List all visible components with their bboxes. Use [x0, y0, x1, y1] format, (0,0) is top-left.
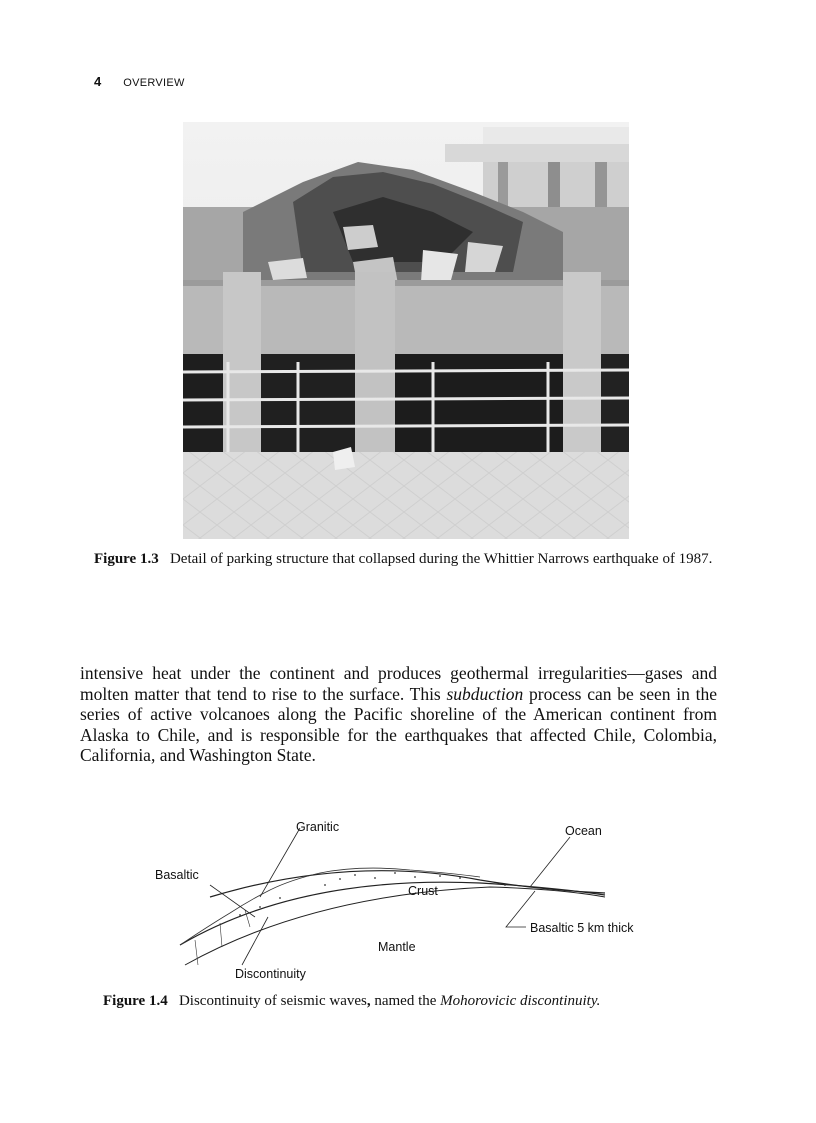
- figure-1-3-label: Figure 1.3: [94, 551, 159, 567]
- body-text-part-2: process can be seen in the series of active volcanoes along the Pacific shoreline of the American continent from Alaska to Chile, and is responsible for the earthquakes that affected Chile, Colombia, California, and Washington State.: [80, 683, 717, 765]
- basaltic-label: Basaltic: [155, 868, 199, 882]
- body-text-part-1: intensive heat under the continent and produces geothermal irregularities—gases and molten matter that tend to rise to the surface. This: [80, 663, 717, 704]
- figure-1-4-caption: [103, 992, 743, 1011]
- figure-1-4-caption-italic: Mohorovicic discontinuity.: [440, 993, 601, 1009]
- mantle-label: Mantle: [378, 940, 416, 954]
- page-number: 4: [94, 74, 102, 89]
- figure-1-4-caption-text: Discontinuity of seismic waves: [178, 993, 367, 1009]
- crust-speckle: [239, 872, 506, 916]
- discontinuity-label: Discontinuity: [235, 967, 306, 981]
- figure-1-3-caption: [94, 550, 719, 569]
- body-paragraph: [80, 663, 717, 766]
- ocean-label: Ocean: [565, 824, 602, 838]
- figure-1-4-caption-comma: ,: [366, 993, 371, 1009]
- figure-1-4-label: Figure 1.4: [103, 993, 168, 1009]
- granitic-label: Granitic: [296, 820, 340, 834]
- running-head: OVERVIEW: [123, 77, 185, 89]
- body-italic-term: subduction: [446, 683, 524, 704]
- moho-discontinuity-diagram: [150, 815, 670, 985]
- figure-1-3-caption-text: Detail of parking structure that collapsed during the Whittier Narrows earthquake of 1987.: [169, 551, 713, 567]
- collapsed-parking-structure-photo: [183, 122, 629, 539]
- basaltic-thickness-label: Basaltic 5 km thick: [530, 921, 634, 935]
- page-header: [94, 74, 185, 89]
- figure-1-4-caption-mid: named the: [370, 993, 441, 1009]
- crust-label: Crust: [408, 884, 438, 898]
